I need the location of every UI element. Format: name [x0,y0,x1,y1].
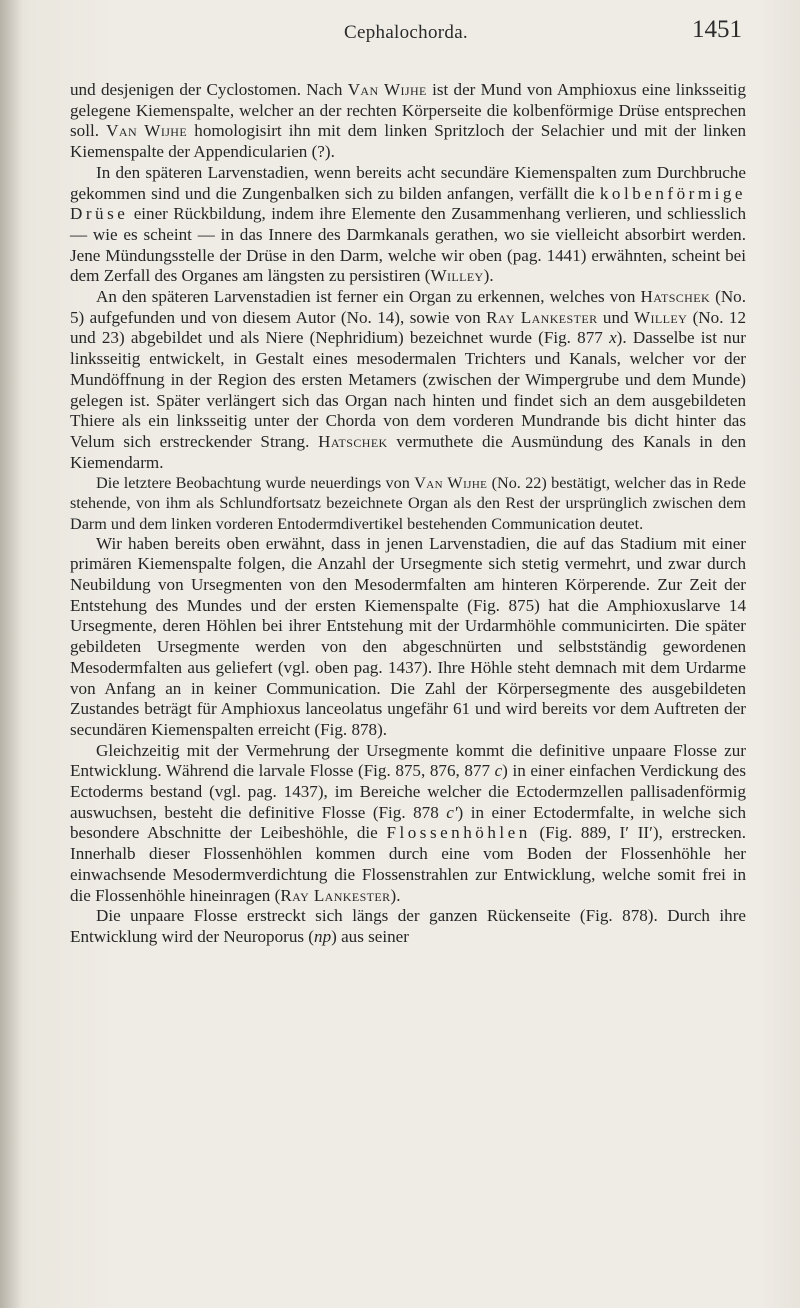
text-run: ist der Mund von Amphioxus eine linksseitig gelegene Kiemenspalte, welcher an der rechten Körperseite die kolbenförmige Drüse entsprechen soll. [70,80,746,141]
text-run: ) in einer Ectodermfalte, in welche sich besondere Abschnitte der Leibeshöhle, die [70,802,746,843]
figure-letter: c [494,761,503,781]
paragraph-2 [70,163,746,287]
figure-letter: x [609,328,617,348]
author-name: Van Wijhe [106,121,188,141]
text-run: und desjenigen der Cyclostomen. Nach [70,80,348,99]
text-run: ). [390,885,401,905]
text-run: ) aus seiner [331,927,409,946]
body-text [70,80,746,948]
text-run: (No. 12 und 23) abgebildet und als Niere (Nephridium) bezeichnet wurde (Fig. 877 [70,307,746,348]
author-name: Ray Lankester [486,307,598,327]
text-run: Wir haben bereits oben erwähnt, dass in jenen Larvenstadien, die auf das Stadium mit einer primären Kiemenspalte folgen, die Anzahl der Ursegmente sich stetig vermehrt, und zwar durch Neubildung von Ursegmenten von den Mesodermfalten am hinteren Körperende. Zur Zeit der Entstehung des Mundes und der ersten Kiemenspalte (Fig. 875) hat die Amphioxuslarve 14 Ursegmente, deren Höhlen bei ihrer Entstehung mit der Urdarmhöhle communicirten. Die später gebildeten Ursegmente werden von den abgeschnürten und selbstständig gewordenen Mesodermfalten aus geliefert (vgl. oben pag. 1437). Ihre Höhle steht demnach mit dem Urdarme von Anfang an in keiner Communication. Die Zahl der Körpersegmente des ausgebildeten Zustandes beträgt für Amphioxus lanceolatus ungefähr 61 und wird bereits vor dem Auftreten der secundären Kiemenspalten erreicht (Fig. 878). [70,533,746,739]
author-name: Van Wijhe [347,80,427,99]
author-name: Willey [430,266,484,286]
author-name: Hatschek [318,431,388,451]
binding-shadow [0,0,22,1308]
spaced-term: kolbenförmige Drüse [70,183,746,224]
paragraph-7 [70,906,746,947]
paragraph-5 [70,534,746,741]
text-run: Die letztere Beobachtung wurde neuerdings von [96,474,415,493]
author-name: Hatschek [640,287,711,307]
author-name: Ray Lankester [280,885,391,905]
paragraph-1 [70,80,746,163]
text-run: Gleichzeitig mit der Vermehrung der Ursegmente kommt die definitive unpaare Flosse zur Entwicklung. Während die larvale Flosse (Fig. 875, 876, 877 [70,740,746,781]
paragraph-3 [70,287,746,473]
running-head: Cephalochorda. [344,22,468,43]
author-name: Willey [633,307,688,327]
figure-letter: c' [446,802,458,822]
text-run: (No. 5) aufgefunden und von diesem Autor (No. 14), sowie von [70,287,746,327]
text-run: In den späteren Larvenstadien, wenn bereits acht secundäre Kiemenspalten zum Durchbruche gekommen sind und die Zungenbalken sich zu bilden anfangen, verfällt die [70,162,746,203]
text-run: homologisirt ihn mit dem linken Spritzloch der Selachier und mit der linken Kiemenspalte der Appendicularien (?). [70,121,746,162]
paragraph-6 [70,741,746,907]
page-header [70,4,742,44]
text-run: einer Rückbildung, indem ihre Elemente den Zusammenhang verlieren, und schliesslich — wie es scheint — in das Innere des Darmkanals gerathen, wo sie vielleicht absorbirt werden. Jene Mündungsstelle der Drüse in den Darm, welche wir oben (pag. 1441) erwähnten, scheint bei dem Zerfall des Organes am längsten zu persistiren ( [70,204,746,286]
text-run: ). [483,266,494,286]
text-run: Die unpaare Flosse erstreckt sich längs der ganzen Rückenseite (Fig. 878). Durch ihre Entwicklung wird der Neuroporus ( [70,906,746,946]
text-run: vermuthete die Ausmündung des Kanals in den Kiemendarm. [70,431,746,472]
figure-letter: np [314,927,332,946]
text-run: ) in einer einfachen Verdickung des Ectoderms bestand (vgl. pag. 1437), im Bereiche welcher die Ectodermzellen pallisadenförmig auswuchsen, besteht die definitive Flosse (Fig. 878 [70,761,746,822]
author-name: Van Wijhe [414,474,488,493]
page-number: 1451 [692,16,742,43]
text-run: An den späteren Larvenstadien ist ferner ein Organ zu erkennen, welches von [96,287,641,307]
paragraph-4 [70,473,746,533]
text-run: (No. 22) bestätigt, welcher das in Rede stehende, von ihm als Schlundfortsatz bezeichnete Organ als den Rest der ursprünglich zwischen dem Darm und dem linken vorderen Entodermdivertikel bestehenden Communication deutet. [70,474,746,533]
text-run: (Fig. 889, I′ II′), erstrecken. Innerhalb dieser Flossenhöhlen kommen durch eine vom Boden der Flossenhöhle her einwachsende Mesodermverdichtung die Flossenstrahlen zur Entwicklung, welche somit frei in die Flossenhöhle hineinragen ( [70,823,746,905]
text-run: und [597,307,634,327]
spaced-term: Flossenhöhlen [386,823,531,843]
text-run: ). Dasselbe ist nur linksseitig entwickelt, in Gestalt eines mesodermalen Trichters und Kanals, welcher vor der Mundöffnung in der Region des ersten Metamers (zwischen der Wimpergrube und dem Munde) gelegen ist. Später verlängert sich das Organ nach hinten und findet sich an dem ausgebildeten Thiere als ein linksseitig unter der Chorda von dem vorderen Mundrande bis dicht hinter das Velum sich erstreckender Strang. [70,328,746,451]
